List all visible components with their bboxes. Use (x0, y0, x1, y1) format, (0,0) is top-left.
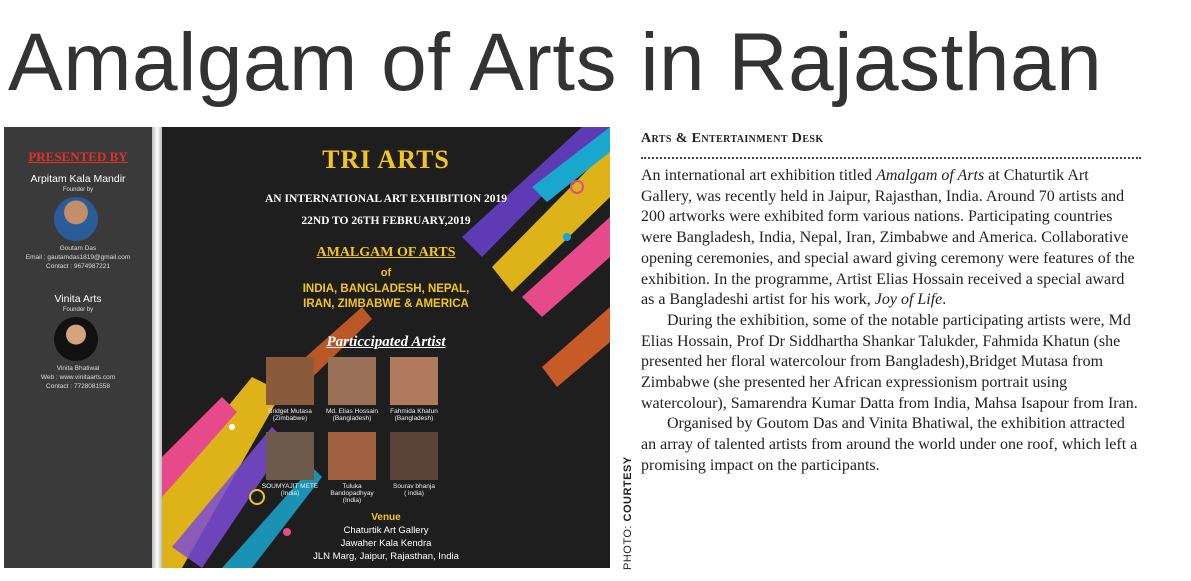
artist-photo (328, 432, 376, 480)
poster-subtitle: AN INTERNATIONAL ART EXHIBITION 2019 (265, 193, 507, 205)
org2-role: Founder by (62, 307, 94, 313)
presented-by-label: PRESENTED BY (28, 149, 128, 164)
org1-person: Goutam Das (59, 245, 97, 252)
artist-caption: Fahmida Khatun (Bangladesh) (390, 408, 438, 422)
artist-photo (266, 432, 314, 480)
artist-photo (266, 357, 314, 405)
artist-photo (390, 432, 438, 480)
org1-photo (54, 197, 98, 241)
poster-countries-2: IRAN, ZIMBABWE & AMERICA (303, 298, 469, 310)
paragraph-2: During the exhibition, some of the notable participating artists were, Md Elias Hossain, Prof Dr Siddhartha Shankar Talukder, Fahmida Khatun (she presented her floral watercolour from Bangladesh),Bridget Mutasa from Zimbabwe (she presented her African expressionism portrait using watercolour), Samarendra Kumar Datta from India, Mahsa Isapour from Iran. (641, 311, 1138, 412)
venue-line-2: Jawaher Kala Kendra (340, 538, 432, 549)
artist-caption: Bridget Mutasa (Zimbabwe) (268, 408, 312, 422)
org2-contact: Contact : 7728081558 (46, 383, 110, 390)
org1-role: Founder by (62, 187, 94, 193)
photo-credit (612, 440, 632, 570)
paragraph-3: Organised by Goutom Das and Vinita Bhatiwal, the exhibition attracted an array of talented artists from around the world under one roof, which left a promising impact on the participants. (641, 415, 1138, 474)
paragraph-1: An international art exhibition titled Amalgam of Arts at Chaturtik Art Gallery, was recently held in Jaipur, Rajasthan, India. Around 70 artists and 200 artworks were exhibited form various nations. Participating countries were Bangladesh, India, Nepal, Iran, Zimbabwe and America. Collaborative opening ceremonies, and special award giving ceremony were features of the exhibition. In the programme, Artist Elias Hossain received a special award as a Bangladeshi artist for his work, Joy of Life. (641, 167, 1135, 309)
photo-credit-name: COURTESY (622, 456, 634, 522)
article-body (641, 166, 1141, 477)
org2-person: Vinita Bhatiwal (56, 365, 100, 372)
poster-event-name: AMALGAM OF ARTS (316, 245, 456, 260)
dotted-rule (641, 157, 1141, 159)
venue-line-3: JLN Marg, Jaipur, Rajasthan, India (313, 551, 459, 562)
org2-web: Web : www.vinitaarts.com (40, 374, 116, 381)
photo-credit-prefix: PHOTO: (622, 525, 634, 570)
venue-label: Venue (371, 512, 401, 523)
poster-divider (152, 127, 162, 568)
headline: Amalgam of Arts in Rajasthan (8, 17, 1103, 108)
venue-line-1: Chaturtik Art Gallery (343, 525, 429, 536)
artist-photo (328, 357, 376, 405)
poster-title: TRI ARTS (322, 145, 450, 174)
poster-main (162, 127, 610, 568)
poster-of: of (380, 267, 392, 279)
org1-email: Email : gautamdas1819@gmail.com (25, 254, 131, 261)
poster-dates: 22ND TO 26TH FEBRUARY,2019 (301, 215, 471, 227)
artist-caption: Md. Elias Hossain (Bangladesh) (325, 408, 379, 422)
desk-label: Arts & Entertainment Desk (641, 131, 824, 146)
org2-photo (54, 317, 98, 361)
artist-photo (390, 357, 438, 405)
org1-name: Arpitam Kala Mandir (30, 173, 126, 185)
artist-caption: Sourav bhanja ( india) (393, 483, 435, 497)
artist-caption: SOUMYAJIT METE (India) (261, 483, 319, 497)
exhibition-poster-image (4, 127, 610, 568)
poster-countries-1: INDIA, BANGLADESH, NEPAL, (302, 283, 470, 295)
artist-caption: Tuluka Bandopadhyay (India) (330, 483, 374, 504)
org1-contact: Contact : 9674987221 (46, 263, 110, 270)
poster-sidebar (4, 127, 152, 568)
org2-name: Vinita Arts (54, 293, 102, 305)
article-column (641, 131, 1141, 477)
participated-artist-heading: Particcipated Artist (326, 334, 446, 350)
